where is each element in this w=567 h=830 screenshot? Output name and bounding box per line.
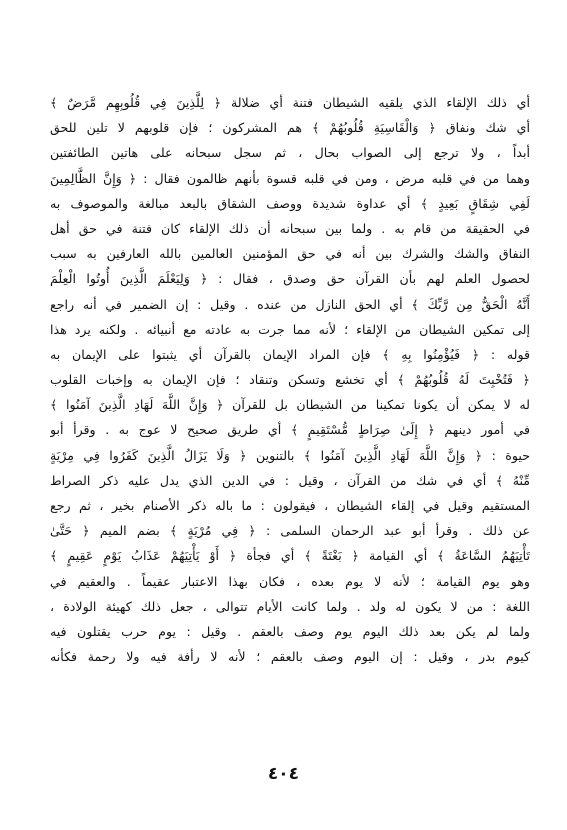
text-line: له لا يمكن أن يكونا تمكينا من الشيطان بل للقرآن ﴿ وَإِنَّ اللَّهَ لَهَادِ الَّذِينَ آمَنُوا ﴾ bbox=[50, 397, 530, 413]
text-line: عن ذلك . وقرأ أبو عبد الرحمان السلمى : ﴿ فِي مُرْيَةٍ ﴾ بضم الميم ﴿ حَتَّىٰ bbox=[50, 523, 530, 539]
text-line: ولما لم يكن بعد ذلك اليوم يوم وصف بالعقم . وقيل : يوم حرب يقتلون فيه bbox=[50, 623, 530, 639]
text-line: أي ذلك الإلقاء الذي يلقيه الشيطان فتنة أي ضلالة ﴿ لِلَّذِينَ فِي قُلُوبِهِم مَّرَضٌ ﴾ bbox=[50, 95, 530, 110]
text-line: لَفِي شِقَاقٍ بَعِيدٍ ﴾ أي عداوة شديدة ووصف الشقاق بالبعد مبالغة والموصوف به bbox=[50, 195, 530, 211]
text-line: اللغة : من لا يكون له ولد . ولما كانت الأيام تتوالى ، جعل ذلك كهيئة الولادة ، bbox=[50, 598, 530, 614]
text-line: كيوم بدر ، وقيل : إن اليوم وصف بالعقم ؛ لأنه لا رأفة فيه ولا رحمة فكأنه bbox=[50, 649, 530, 665]
text-line: أبداً ، ولا ترجع إلى الصواب بحال ، ثم سجل سبحانه على هاتين الطائفتين bbox=[50, 145, 530, 161]
text-line: لحصول العلم لهم بأن القرآن حق وصدق ، فقال : ﴿ وَلِيَعْلَمَ الَّذِينَ أُوتُوا الْعِلْمَ bbox=[50, 271, 530, 287]
text-line: تَأْتِيَهُمُ السَّاعَةُ ﴾ أي القيامة ﴿ بَغْتَةً ﴾ أي فجأة ﴿ أَوْ يَأْتِيَهُمْ عَذَابُ يَوْمٍ عَقِيمٍ ﴾ bbox=[50, 548, 530, 564]
text-line: قوله : ﴿ فَيُؤْمِنُوا بِهِ ﴾ فإن المراد الإيمان بالقرآن أي يثبتوا على الإيمان به bbox=[50, 346, 530, 362]
page-number: ٤٠٤ bbox=[267, 764, 300, 784]
text-line: المستقيم وقيل في إلقاء الشيطان ، فيقولون : ما باله ذكر الأصنام بخير ، ثم رجع bbox=[50, 498, 530, 513]
text-line: في أمور دينهم ﴿ إِلَىٰ صِرَاطٍ مُّسْتَقِيمٍ ﴾ أي طريق صحيح لا عوج به . وقرأ أبو bbox=[50, 422, 530, 438]
text-line: في الحقيقة من قام به . ولما بين سبحانه أن ذلك الإلقاء كان فتنة في حق أهل bbox=[50, 220, 530, 236]
text-line: حيوة : ﴿ وَإِنَّ اللَّهَ لَهَادِ الَّذِينَ آمَنُوا ﴾ بالتنوين ﴿ وَلَا يَزَالُ الَّذِينَ كَفَرُوا فِي مِرْيَةٍ bbox=[50, 447, 530, 463]
text-line: وهو يوم القيامة ؛ لأنه لا يوم بعده ، فكان بهذا الاعتبار عقيماً . والعقيم في bbox=[50, 573, 530, 589]
text-line: النفاق والشك والشرك بين أنه في حق المؤمنين العالمين بالله العارفين به سبب bbox=[50, 246, 530, 262]
text-line: إلى تمكين الشيطان من الإلقاء ؛ لأنه مما جرت به عادته مع أنبيائه . ولكنه يرد هذا bbox=[50, 321, 530, 337]
body-text bbox=[50, 90, 530, 669]
text-line: أي شك ونفاق ﴿ وَالْقَاسِيَةِ قُلُوبُهُمْ ﴾ هم المشركون ؛ فإن قلوبهم لا تلين للحق bbox=[50, 120, 530, 136]
text-line: ﴿ فَتُخْبِتَ لَهُ قُلُوبُهُمْ ﴾ أي تخشع وتسكن وتنقاد ؛ فإن الإيمان به وإخبات القلوب bbox=[50, 372, 530, 388]
text-line: مِّنْهُ ﴾ أي في شك من القرآن ، وقيل : في الدين الذي يدل عليه ذكر الصراط bbox=[50, 472, 530, 488]
text-line: وهما من في قلبه مرض ، ومن في قلبه قسوة بأنهم ظالمون فقال : ﴿ وَإِنَّ الظَّالِمِينَ bbox=[50, 170, 530, 186]
text-line: أَنَّهُ الْحَقُّ مِن رَّبِّكَ ﴾ أي الحق النازل من عنده . وقيل : إن الضمير في أنه راجع bbox=[50, 296, 530, 312]
